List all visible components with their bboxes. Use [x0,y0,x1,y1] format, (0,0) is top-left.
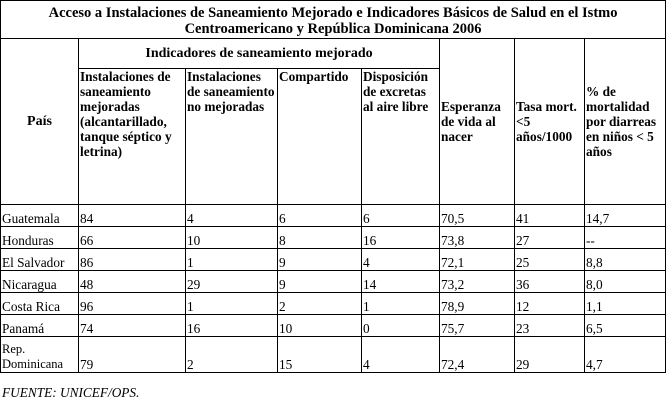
table-title-line1: Acceso a Instalaciones de Saneamiento Mejorado e Indicadores Básicos de Salud en el Istmo [48,4,618,21]
cell-mejoradas: 86 [79,249,186,271]
cell-compartido: 9 [278,271,362,293]
cell-tasa-mort: 36 [515,271,585,293]
cell-mortalidad-diarreas: 1,1 [585,293,666,315]
table-row [1,293,666,315]
cell-tasa-mort: 41 [515,205,585,227]
group-header-saneamiento: Indicadores de saneamiento mejorado [79,39,440,69]
cell-pais: Honduras [1,227,79,249]
cell-compartido: 10 [278,315,362,337]
cell-pais-line2: Dominicana [2,357,64,371]
cell-pais [1,337,79,373]
cell-mejoradas: 79 [79,337,186,373]
cell-mejoradas: 84 [79,205,186,227]
cell-aire-libre: 4 [362,249,440,271]
cell-compartido: 6 [278,205,362,227]
cell-esperanza: 78,9 [440,293,515,315]
col-header-esperanza: Esperanza de vida al nacer [440,39,515,205]
cell-aire-libre: 4 [362,337,440,373]
cell-mejoradas: 96 [79,293,186,315]
cell-aire-libre: 1 [362,293,440,315]
source-note: FUENTE: UNICEF/OPS. [2,385,140,400]
cell-mortalidad-diarreas: 14,7 [585,205,666,227]
cell-tasa-mort: 12 [515,293,585,315]
table-row [1,271,666,293]
cell-compartido: 2 [278,293,362,315]
cell-compartido: 15 [278,337,362,373]
cell-no-mejoradas: 29 [186,271,278,293]
cell-pais-line1: Rep. [2,342,26,356]
cell-tasa-mort: 27 [515,227,585,249]
cell-pais: Costa Rica [1,293,79,315]
cell-no-mejoradas: 2 [186,337,278,373]
cell-pais: El Salvador [1,249,79,271]
cell-pais: Guatemala [1,205,79,227]
cell-compartido: 9 [278,249,362,271]
table-row [1,227,666,249]
cell-mortalidad-diarreas: 4,7 [585,337,666,373]
cell-no-mejoradas: 16 [186,315,278,337]
table-row [1,337,666,373]
table-row [1,205,666,227]
col-header-tasa-mort: Tasa mort.<5 años/1000 [515,39,585,205]
group-header-row [1,39,666,69]
cell-no-mejoradas: 1 [186,249,278,271]
cell-esperanza: 72,1 [440,249,515,271]
cell-aire-libre: 6 [362,205,440,227]
title-row [1,1,666,39]
cell-pais: Nicaragua [1,271,79,293]
col-header-pais: País [1,39,79,205]
cell-mejoradas: 48 [79,271,186,293]
col-header-mortalidad-diarreas: % de mortalidad por diarreas en niños < 5 años [585,39,666,205]
cell-aire-libre: 16 [362,227,440,249]
col-header-compartido: Compartido [278,69,362,205]
cell-compartido: 8 [278,227,362,249]
cell-mejoradas: 66 [79,227,186,249]
table-row [1,315,666,337]
table-title [1,1,666,39]
cell-aire-libre: 0 [362,315,440,337]
cell-no-mejoradas: 1 [186,293,278,315]
cell-esperanza: 73,8 [440,227,515,249]
cell-esperanza: 70,5 [440,205,515,227]
cell-no-mejoradas: 10 [186,227,278,249]
table-title-line2: Centroamericano y República Dominicana 2006 [184,20,482,37]
cell-mortalidad-diarreas: 8,0 [585,271,666,293]
col-header-aire-libre: Disposición de excretas al aire libre [362,69,440,205]
cell-tasa-mort: 25 [515,249,585,271]
cell-aire-libre: 14 [362,271,440,293]
table-row [1,249,666,271]
cell-mortalidad-diarreas: 6,5 [585,315,666,337]
cell-mejoradas: 74 [79,315,186,337]
cell-tasa-mort: 29 [515,337,585,373]
col-header-no-mejoradas: Instalaciones de saneamiento no mejoradas [186,69,278,205]
cell-no-mejoradas: 4 [186,205,278,227]
cell-tasa-mort: 23 [515,315,585,337]
cell-esperanza: 75,7 [440,315,515,337]
cell-pais: Panamá [1,315,79,337]
cell-mortalidad-diarreas: 8,8 [585,249,666,271]
cell-esperanza: 73,2 [440,271,515,293]
cell-esperanza: 72,4 [440,337,515,373]
col-header-mejoradas: Instalaciones de saneamiento mejoradas (alcantarillado, tanque séptico y letrina) [79,69,186,205]
cell-mortalidad-diarreas: -- [585,227,666,249]
